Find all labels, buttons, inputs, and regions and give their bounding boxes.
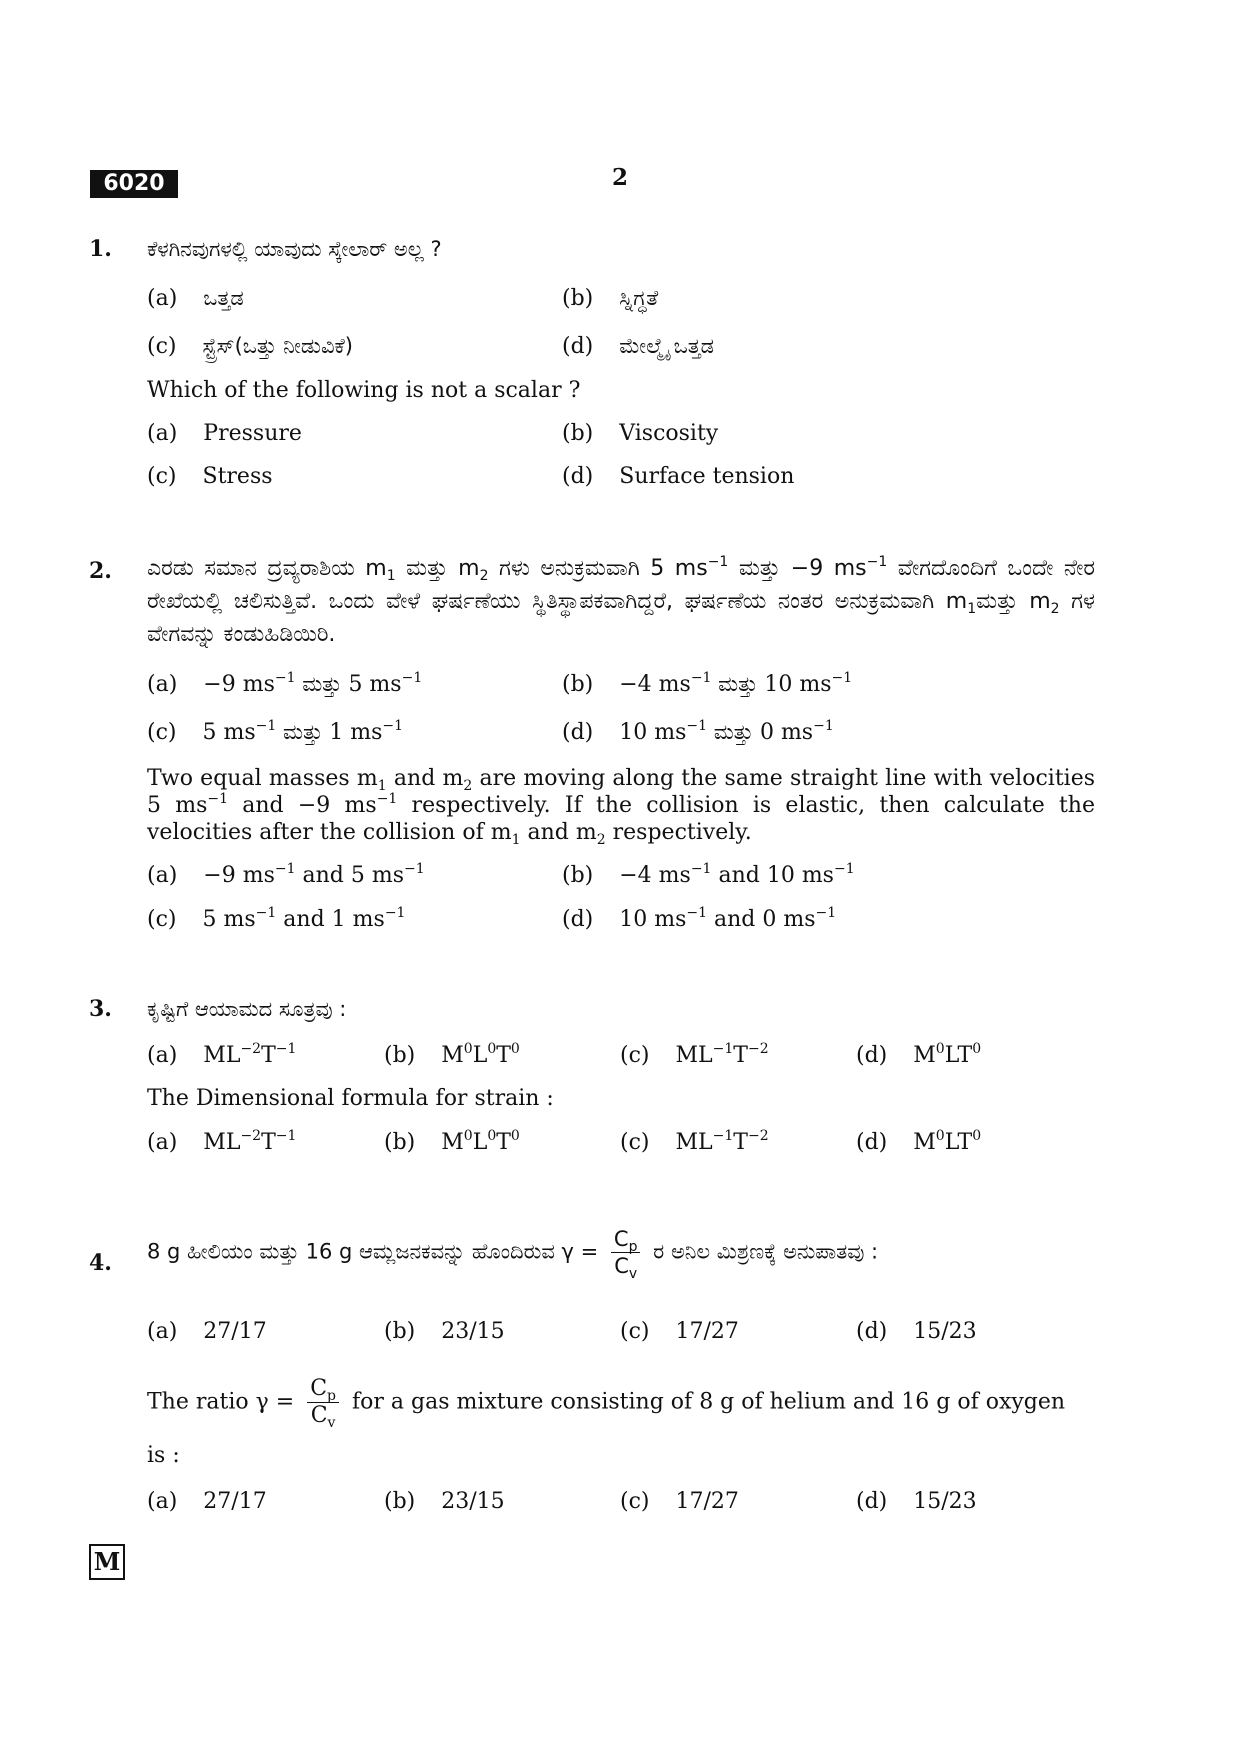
q4-en-option-a: (a) 27/17 [147,1489,267,1514]
q3-kannada-question: ಕೃಷ್ಟಿಗೆ ಆಯಾಮದ ಸೂತ್ರವು : [147,997,347,1021]
q1-kannada-question: ಕೆಳಗಿನವುಗಳಲ್ಲಿ ಯಾವುದು ಸ್ಕೇಲಾರ್ ಅಲ್ಲ ? [147,237,442,261]
option-text: Surface tension [619,464,795,489]
q2-kn-option-c: (c) 5 $ms^{-1}$ ಮತ್ತು 1 $ms^{-1}$ [147,718,404,745]
q4-kn-option-c: (c) 17/27 [620,1319,739,1344]
q3-en-option-b: (b) $M^0L^0T^0$ [384,1128,520,1155]
q4-en-option-c: (c) 17/27 [620,1489,739,1514]
option-text: ಮೇಲ್ಮೈ ಒತ್ತಡ [619,334,715,358]
q3-en-option-d: (d) $M^0LT^0$ [856,1128,982,1155]
q3-kn-option-a: (a) $ML^{-2}T^{-1}$ [147,1041,297,1068]
gamma-fraction: $\frac{C_p}{C_v}$ [611,1226,641,1279]
option-text: Viscosity [619,421,719,446]
q3-en-option-c: (c) $ML^{-1}T^{-2}$ [620,1128,769,1155]
q1-kn-option-a [147,284,244,313]
paper-code-badge: 6020 [90,170,178,198]
medium-mark-box: M [89,1544,125,1580]
q1-en-option-d [562,463,794,491]
q1-english-question: Which of the following is not a scalar ? [147,378,581,403]
q4-en-option-d: (d) 15/23 [856,1489,977,1514]
option-label: (b) [562,286,594,311]
q2-en-option-a: (a) −9 $ms^{-1}$ and 5 $ms^{-1}$ [147,861,425,888]
q1-kn-option-c [147,332,353,361]
q3-en-option-a: (a) $ML^{-2}T^{-1}$ [147,1128,297,1155]
question-number-1: 1. [89,236,112,262]
option-label: (d) [562,464,594,489]
q4-en-option-b: (b) 23/15 [384,1489,505,1514]
option-text: Stress [202,464,273,489]
question-number-3: 3. [89,996,112,1022]
question-number-2: 2. [89,558,112,584]
q2-kannada-question: ಎರಡು ಸಮಾನ ದ್ರವ್ಯರಾಶಿಯ $m_1$ ಮತ್ತು $m_2$ ಗಳು ಅನುಕ್ರಮವಾಗಿ 5 $ms^{-1}$ ಮತ್ತು −9 $ms^{-1}$ ವೇಗದೊಂದಿಗೆ ಒಂದೇ ನೇರ ರೇಖೆಯಲ್ಲಿ ಚಲಿಸುತ್ತಿವೆ. ಒಂದು ವೇಳೆ ಘರ್ಷಣೆಯು ಸ್ಥಿತಿಸ್ಥಾಪಕವಾಗಿದ್ದರೆ, ಘರ್ಷಣೆಯ ನಂತರ ಅನುಕ್ರಮವಾಗಿ $m_1ಮತ್ತು$ $m_2$ ಗಳ ವೇಗವನ್ನು ಕಂಡುಹಿಡಿಯಿರಿ. [147,554,1096,647]
q3-kn-option-d: (d) $M^0LT^0$ [856,1041,982,1068]
option-label: (a) [147,421,178,446]
q4-english-question-tail: is : [147,1443,180,1468]
gamma-fraction: $\frac{C_p}{C_v}$ [307,1376,339,1429]
q3-english-question: The Dimensional formula for strain : [147,1086,554,1111]
q2-kn-option-a: (a) −9 $ms^{-1}$ ಮತ್ತು 5 $ms^{-1}$ [147,670,423,697]
q2-en-option-b: (b) −4 $ms^{-1}$ and 10 $ms^{-1}$ [562,861,855,888]
q2-english-question: Two equal masses $m_1$ and $m_2$ are moving along the same straight line with velocities 5 $ms^{-1}$ and −9 $ms^{-1}$ respectively. If the collision is elastic, then calculate the velocities after the collision of $m_1$ and $m_2$ respectively. [147,766,1095,848]
option-label: (d) [562,334,594,359]
q4-kannada-question: 8 g ಹೀಲಿಯಂ ಮತ್ತು 16 g ಆಮ್ಲಜನಕವನ್ನು ಹೊಂದಿರುವ γ = $\frac{C_p}{C_v}$ ರ ಅನಿಲ ಮಿಶ್ರಣಕ್ಕೆ ಅನುಪಾತವು : [147,1227,879,1282]
question-number-4: 4. [89,1250,112,1276]
q2-kn-option-b: (b) −4 $ms^{-1}$ ಮತ್ತು 10 $ms^{-1}$ [562,670,853,697]
q1-kn-option-b [562,284,658,313]
page-number: 2 [612,164,629,191]
option-text: ಸ್ಟ್ರೆಸ್(ಒತ್ತು ನೀಡುವಿಕೆ) [202,334,353,358]
option-text: Pressure [203,421,302,446]
q1-en-option-a [147,420,302,448]
q4-english-question: The ratio γ = $\frac{C_p}{C_v}$ for a gas mixture consisting of 8 g of helium and 16 g of oxygen [147,1376,1066,1431]
q4-kn-option-b: (b) 23/15 [384,1319,505,1344]
q2-en-option-c: (c) 5 $ms^{-1}$ and 1 $ms^{-1}$ [147,905,406,932]
option-label: (b) [562,421,594,446]
option-label: (c) [147,464,177,489]
q1-en-option-b [562,420,718,448]
option-label: (c) [147,334,177,359]
q2-en-option-d: (d) 10 $ms^{-1}$ and 0 $ms^{-1}$ [562,905,837,932]
option-text: ಸ್ನಿಗ್ಧತೆ [619,286,659,310]
q1-en-option-c [147,463,273,491]
q4-kn-option-d: (d) 15/23 [856,1319,977,1344]
q2-kn-option-d: (d) 10 $ms^{-1}$ ಮತ್ತು 0 $ms^{-1}$ [562,718,834,745]
q1-kn-option-d [562,332,714,361]
q3-kn-option-b: (b) $M^0L^0T^0$ [384,1041,520,1068]
option-text: ಒತ್ತಡ [203,286,244,310]
q4-kn-option-a: (a) 27/17 [147,1319,267,1344]
q3-kn-option-c: (c) $ML^{-1}T^{-2}$ [620,1041,769,1068]
option-label: (a) [147,286,178,311]
